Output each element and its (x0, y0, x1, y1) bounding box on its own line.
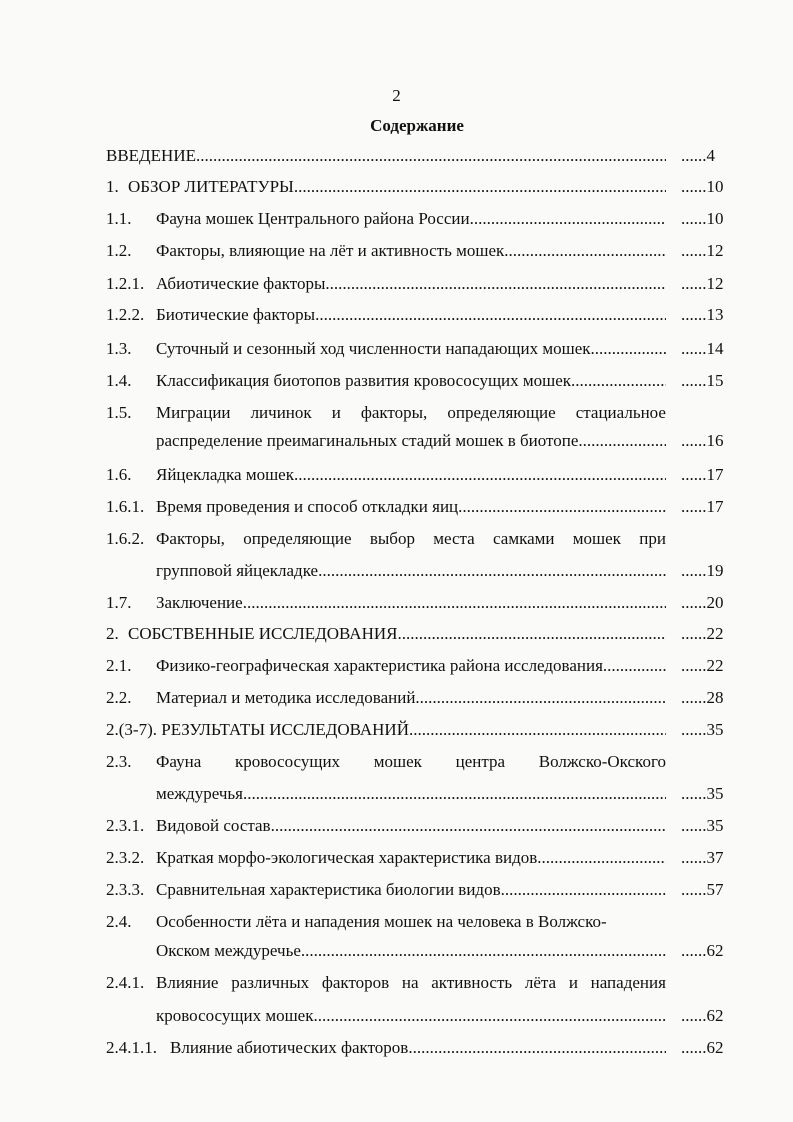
toc-entry-title: Факторы, определяющие выбор места самками мошек при (156, 529, 666, 548)
toc-entry-title: Сравнительная характеристика биологии видов ..... (156, 877, 666, 903)
toc-entry-page: ......12 (681, 241, 724, 260)
toc-entry-page: ......22 (681, 624, 724, 643)
page-title: Содержание (370, 116, 464, 135)
toc-entry-number: 2. (106, 624, 119, 643)
toc-entry-title: Материал и методика исследований ..... (156, 685, 666, 711)
toc-entry-page: ......35 (681, 784, 724, 803)
toc-entry-number: 2.4.1.1. (106, 1038, 157, 1057)
toc-entry-page: ......57 (681, 880, 724, 899)
toc-entry (106, 749, 666, 775)
toc-entry-title: Абиотические факторы ..... (156, 271, 666, 297)
toc-entry-number: 1.5. (106, 403, 132, 422)
toc-entry (106, 621, 666, 647)
toc-entry-continuation (106, 938, 666, 964)
toc-entry-number: 2.2. (106, 688, 132, 707)
toc-entry-page: ......17 (681, 465, 724, 484)
toc-entry-title: Яйцекладка мошек ..... (156, 462, 666, 488)
toc-entry-title: СОБСТВЕННЫЕ ИССЛЕДОВАНИЯ ..... (128, 621, 666, 647)
toc-entry-number: 1.3. (106, 339, 132, 358)
toc-entry-title: ВВЕДЕНИЕ ..... (106, 143, 666, 169)
toc-entry-title-continued: кровососущих мошек ..... (156, 1003, 666, 1029)
toc-entry-page: ......62 (681, 1006, 724, 1025)
toc-entry-number: 1.2.2. (106, 305, 145, 324)
toc-entry-continuation (106, 558, 666, 584)
toc-entry-number: 2.4.1. (106, 973, 145, 992)
toc-entry (106, 590, 666, 616)
toc-entry-title: Факторы, влияющие на лёт и активность мошек ..... (156, 238, 666, 264)
toc-entry-continuation (106, 428, 666, 454)
toc-entry-number: 1.6.1. (106, 497, 145, 516)
toc-entry-page: ......28 (681, 688, 724, 707)
toc-entry-title: Миграции личинок и факторы, определяющие стациальное (156, 403, 666, 422)
toc-entry-title-continued: распределение преимагинальных стадий мошек в биотопе ..... (156, 428, 666, 454)
toc-entry (106, 685, 666, 711)
toc-entry-title: Суточный и сезонный ход численности нападающих мошек ..... (156, 336, 666, 362)
toc-entry-page: ......12 (681, 274, 724, 293)
toc-entry-title: Видовой состав ..... (156, 813, 666, 839)
toc-entry-continuation (106, 781, 666, 807)
toc-entry (106, 1035, 666, 1061)
toc-entry-page: ......16 (681, 431, 724, 450)
toc-entry (106, 174, 666, 200)
toc-entry (106, 909, 666, 935)
toc-entry (106, 238, 666, 264)
toc-entry-page: ......22 (681, 656, 724, 675)
toc-entry (106, 526, 666, 552)
toc-entry-title: Заключение ..... (156, 590, 666, 616)
toc-entry-number: 1.6.2. (106, 529, 145, 548)
toc-entry (106, 813, 666, 839)
toc-entry-number: 1.6. (106, 465, 132, 484)
toc-entry (106, 653, 666, 679)
toc-entry-number: 1.7. (106, 593, 132, 612)
toc-entry (106, 717, 666, 743)
toc-entry-number: 1. (106, 177, 119, 196)
toc-entry-title: ОБЗОР ЛИТЕРАТУРЫ ..... (128, 174, 666, 200)
toc-entry-number: 1.2.1. (106, 274, 145, 293)
toc-entry (106, 970, 666, 996)
toc-entry-title: Фауна мошек Центрального района России ..... (156, 206, 666, 232)
toc-entry-title: Фауна кровососущих мошек центра Волжско-Окского (156, 752, 666, 771)
toc-entry (106, 143, 666, 169)
toc-entry-title: Время проведения и способ откладки яиц ..... (156, 494, 666, 520)
toc-entry (106, 877, 666, 903)
toc-entry-page: ......19 (681, 561, 724, 580)
toc-entry-title: Биотические факторы ..... (156, 302, 666, 328)
toc-entry-title: 2.(3-7). РЕЗУЛЬТАТЫ ИССЛЕДОВАНИЙ ..... (106, 717, 666, 743)
toc-entry (106, 845, 666, 871)
toc-entry-page: ......13 (681, 305, 724, 324)
toc-entry-page: ......20 (681, 593, 724, 612)
toc-entry-page: ......10 (681, 209, 724, 228)
toc-entry-number: 1.2. (106, 241, 132, 260)
toc-entry-number: 2.3. (106, 752, 132, 771)
toc-entry (106, 494, 666, 520)
toc-entry-page: ......10 (681, 177, 724, 196)
toc-entry (106, 400, 666, 426)
toc-entry (106, 336, 666, 362)
toc-entry (106, 206, 666, 232)
toc-entry-page: ......15 (681, 371, 724, 390)
toc-entry-title: Влияние различных факторов на активность лёта и нападения (156, 973, 666, 992)
toc-entry-page: ......35 (681, 816, 724, 835)
toc-entry (106, 271, 666, 297)
toc-entry (106, 462, 666, 488)
toc-entry-title: Классификация биотопов развития кровососущих мошек ..... (156, 368, 666, 394)
toc-entry-title: Особенности лёта и нападения мошек на человека в Волжско- (156, 912, 607, 931)
toc-entry-title-continued: междуречья ..... (156, 781, 666, 807)
toc-entry-title-continued: групповой яйцекладке ..... (156, 558, 666, 584)
toc-entry-number: 2.4. (106, 912, 132, 931)
toc-entry-number: 1.4. (106, 371, 132, 390)
toc-entry-title-continued: Окском междуречье ..... (156, 938, 666, 964)
page-number: 2 (392, 86, 401, 105)
toc-entry-page: ......14 (681, 339, 724, 358)
toc-entry-number: 2.3.2. (106, 848, 145, 867)
toc-entry-continuation (106, 1003, 666, 1029)
toc-entry-title: Физико-географическая характеристика района исследования ..... (156, 653, 666, 679)
toc-entry-number: 1.1. (106, 209, 132, 228)
toc-entry-page: ......4 (681, 146, 715, 165)
toc-entry-title: Краткая морфо-экологическая характеристика видов ..... (156, 845, 666, 871)
toc-entry-page: ......35 (681, 720, 724, 739)
toc-entry-number: 2.3.1. (106, 816, 145, 835)
toc-entry-page: ......37 (681, 848, 724, 867)
toc-entry-number: 2.3.3. (106, 880, 145, 899)
toc-entry-number: 2.1. (106, 656, 132, 675)
toc-entry-page: ......62 (681, 1038, 724, 1057)
toc-entry-title: Влияние абиотических факторов ..... (170, 1035, 666, 1061)
toc-entry-page: ......17 (681, 497, 724, 516)
toc-entry-page: ......62 (681, 941, 724, 960)
toc-entry (106, 368, 666, 394)
toc-entry (106, 302, 666, 328)
